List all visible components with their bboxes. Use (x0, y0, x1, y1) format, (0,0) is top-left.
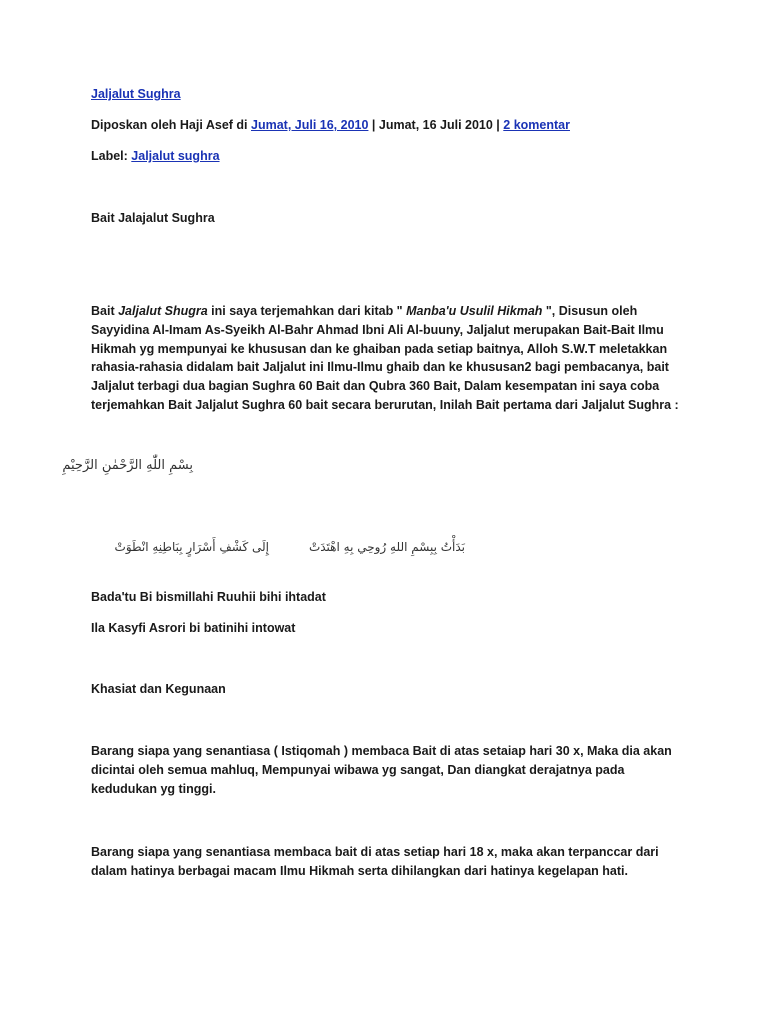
post-label-line (91, 149, 220, 164)
verse-transliteration-2: Ila Kasyfi Asrori bi batinihi intowat (91, 621, 296, 635)
verse-arabic-first-half: بَدَأْتُ بِبِسْمِ اللهِ رُوحِي بِهِ اهْتَدَتْ (308, 540, 465, 554)
meta-separator-text: | Jumat, 16 Juli 2010 | (368, 118, 504, 132)
label-prefix: Label: (91, 149, 132, 163)
verse-arabic-second-half: إِلَى كَشْفِ أَسْرَارٍ بِبَاطِنِهِ انْطَوَتْ (114, 540, 269, 554)
intro-text-3: ", Disusun oleh Sayyidina Al-Imam As-Syeikh Al-Bahr Ahmad Ibni Ali Al-buuny, Jaljalut merupakan Bait-Bait Ilmu Hikmah yg mempunyai ke khususan dan ke ghaiban pada setiap baitnya, Alloh S.W.T meletakkan rahasia-rahasia didalam bait Jaljalut ini Ilmu-Ilmu ghaib dan ke khususan2 bagi pembacanya, bait Jaljalut terbagi dua bagian Sughra 60 Bait dan Qubra 360 Bait, Dalam kesempatan ini saya coba terjemahkan Bait Jaljalut Sughra 60 bait secara berurutan, Inilah Bait pertama dari Jaljalut Sughra : (91, 304, 679, 412)
label-link[interactable]: Jaljalut sughra (131, 149, 220, 163)
intro-paragraph (91, 302, 683, 415)
post-title-line (91, 87, 181, 102)
basmala-arabic: بِسْمِ اللّٰهِ الرَّحْمٰنِ الرَّحِيْمِ (62, 458, 193, 473)
verse-transliteration-1: Bada'tu Bi bismillahi Ruuhii bihi ihtadat (91, 590, 326, 604)
post-meta (91, 118, 570, 133)
post-title-link[interactable]: Jaljalut Sughra (91, 87, 181, 101)
intro-text-2: ini saya terjemahkan dari kitab " (207, 304, 407, 318)
section-heading: Bait Jalajalut Sughra (91, 211, 215, 225)
intro-book-name: Jaljalut Shugra (118, 304, 208, 318)
khasiat-heading: Khasiat dan Kegunaan (91, 682, 226, 696)
comments-link[interactable]: 2 komentar (503, 118, 570, 132)
benefit-paragraph-2: Barang siapa yang senantiasa membaca bait di atas setiap hari 18 x, maka akan terpanccar dari dalam hatinya berbagai macam Ilmu Hikmah serta dihilangkan dari hatinya kegelapan hati. (91, 845, 659, 878)
meta-author-text: Diposkan oleh Haji Asef di (91, 118, 251, 132)
intro-text-1: Bait (91, 304, 119, 318)
benefit-paragraph-1: Barang siapa yang senantiasa ( Istiqomah ) membaca Bait di atas setaiap hari 30 x, Maka dia akan dicintai oleh semua mahluq, Mempunyai wibawa yg sangat, Dan diangkat derajatnya pada kedudukan yg tinggi. (91, 744, 672, 796)
post-date-link[interactable]: Jumat, Juli 16, 2010 (251, 118, 369, 132)
intro-source-title: Manba'u Usulil Hikmah (406, 304, 543, 318)
